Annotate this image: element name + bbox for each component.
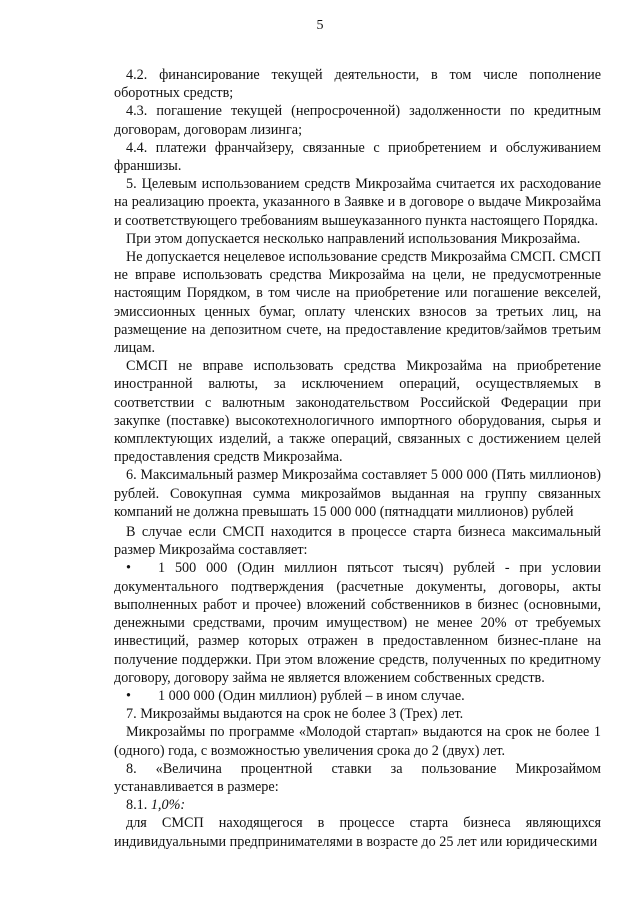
bullet-item bbox=[114, 687, 601, 705]
paragraph-5: 5. Целевым использованием средств Микрозайма считается их расходование на реализацию проекта, указанного в Заявке и в договоре о выдаче Микрозайма и соответствующего требованиям вышеуказанного пункта настоящего Порядка. bbox=[114, 176, 601, 229]
document-body bbox=[114, 66, 601, 851]
paragraph-4-2: 4.2. финансирование текущей деятельности, в том числе пополнение оборотных средств; bbox=[114, 67, 601, 102]
paragraph-6: 6. Максимальный размер Микрозайма составляет 5 000 000 (Пять миллионов) рублей. Совокупная сумма микрозаймов выданная на группу связанных компаний не должна превышать 15 000 000 (пятнадцати миллионов) рублей bbox=[114, 467, 601, 520]
paragraph-8: 8. «Величина процентной ставки за пользование Микрозаймом устанавливается в размере: bbox=[114, 760, 601, 795]
paragraph-startup-max: В случае если СМСП находится в процессе старта бизнеса максимальный размер Микрозайма составляет: bbox=[114, 524, 601, 559]
bullet-text: 1 000 000 (Один миллион) рублей – в ином случае. bbox=[158, 687, 465, 704]
paragraph-8-1 bbox=[114, 796, 601, 814]
page-number: 5 bbox=[316, 18, 324, 33]
paragraph-misuse-prohibited: Не допускается нецелевое использование средств Микрозайма СМСП. СМСП не вправе использовать средства Микрозайма на цели, не предусмотренные настоящим Порядком, в том числе на приобретение или погашение векселей, эмиссионных ценных бумаг, оплату членских взносов за третьих лиц, на размещение на депозитном счете, на предоставление кредитов/займов третьим лицам. bbox=[114, 249, 601, 357]
paragraph-4-4: 4.4. платежи франчайзеру, связанные с приобретением и обслуживанием франшизы. bbox=[114, 139, 601, 175]
bullet-marker: • bbox=[126, 560, 131, 577]
rate-value: 1,0%: bbox=[150, 797, 186, 814]
bullet-marker: • bbox=[126, 687, 131, 704]
paragraph-7: 7. Микрозаймы выдаются на срок не более 3 (Трех) лет. bbox=[126, 706, 464, 723]
paragraph-foreign-currency: СМСП не вправе использовать средства Микрозайма на приобретение иностранной валюты, за исключением операций, осуществляемых в соответствии с валютным законодательством Российской Федерации при закупке (поставке) высокотехнологичного импортного оборудования, сырья и комплектующих изделий, а также операций, связанных с достижением целей предоставления средств Микрозайма. bbox=[114, 358, 601, 466]
bullet-text: 1 500 000 (Один миллион пятьсот тысяч) рублей - при условии документального подтверждения (расчетные документы, договоры, акты выполненных работ и прочее) вложений собственников в бизнес (основными, денежными средствами, прочим имуществом) не менее 20% от требуемых инвестиций, размер которых отражен в предоставленном бизнес-плане на получение поддержки. При этом вложение средств, полученных по кредитному договору, договору займа не является вложением собственных средств. bbox=[114, 560, 601, 686]
rate-label: 8.1. bbox=[126, 797, 148, 814]
bullet-item bbox=[114, 559, 601, 686]
paragraph-startup-entrepreneurs: для СМСП находящегося в процессе старта бизнеса являющихся индивидуальными предпринимателями в возрасте до 25 лет или юридическими bbox=[114, 815, 601, 850]
paragraph-4-3: 4.3. погашение текущей (непросроченной) задолженности по кредитным договорам, договорам лизинга; bbox=[114, 103, 601, 138]
paragraph-multiple-directions: При этом допускается несколько направлений использования Микрозайма. bbox=[126, 230, 581, 247]
paragraph-young-startup: Микрозаймы по программе «Молодой стартап» выдаются на срок не более 1 (одного) года, с возможностью увеличения срока до 2 (двух) лет. bbox=[114, 724, 601, 759]
